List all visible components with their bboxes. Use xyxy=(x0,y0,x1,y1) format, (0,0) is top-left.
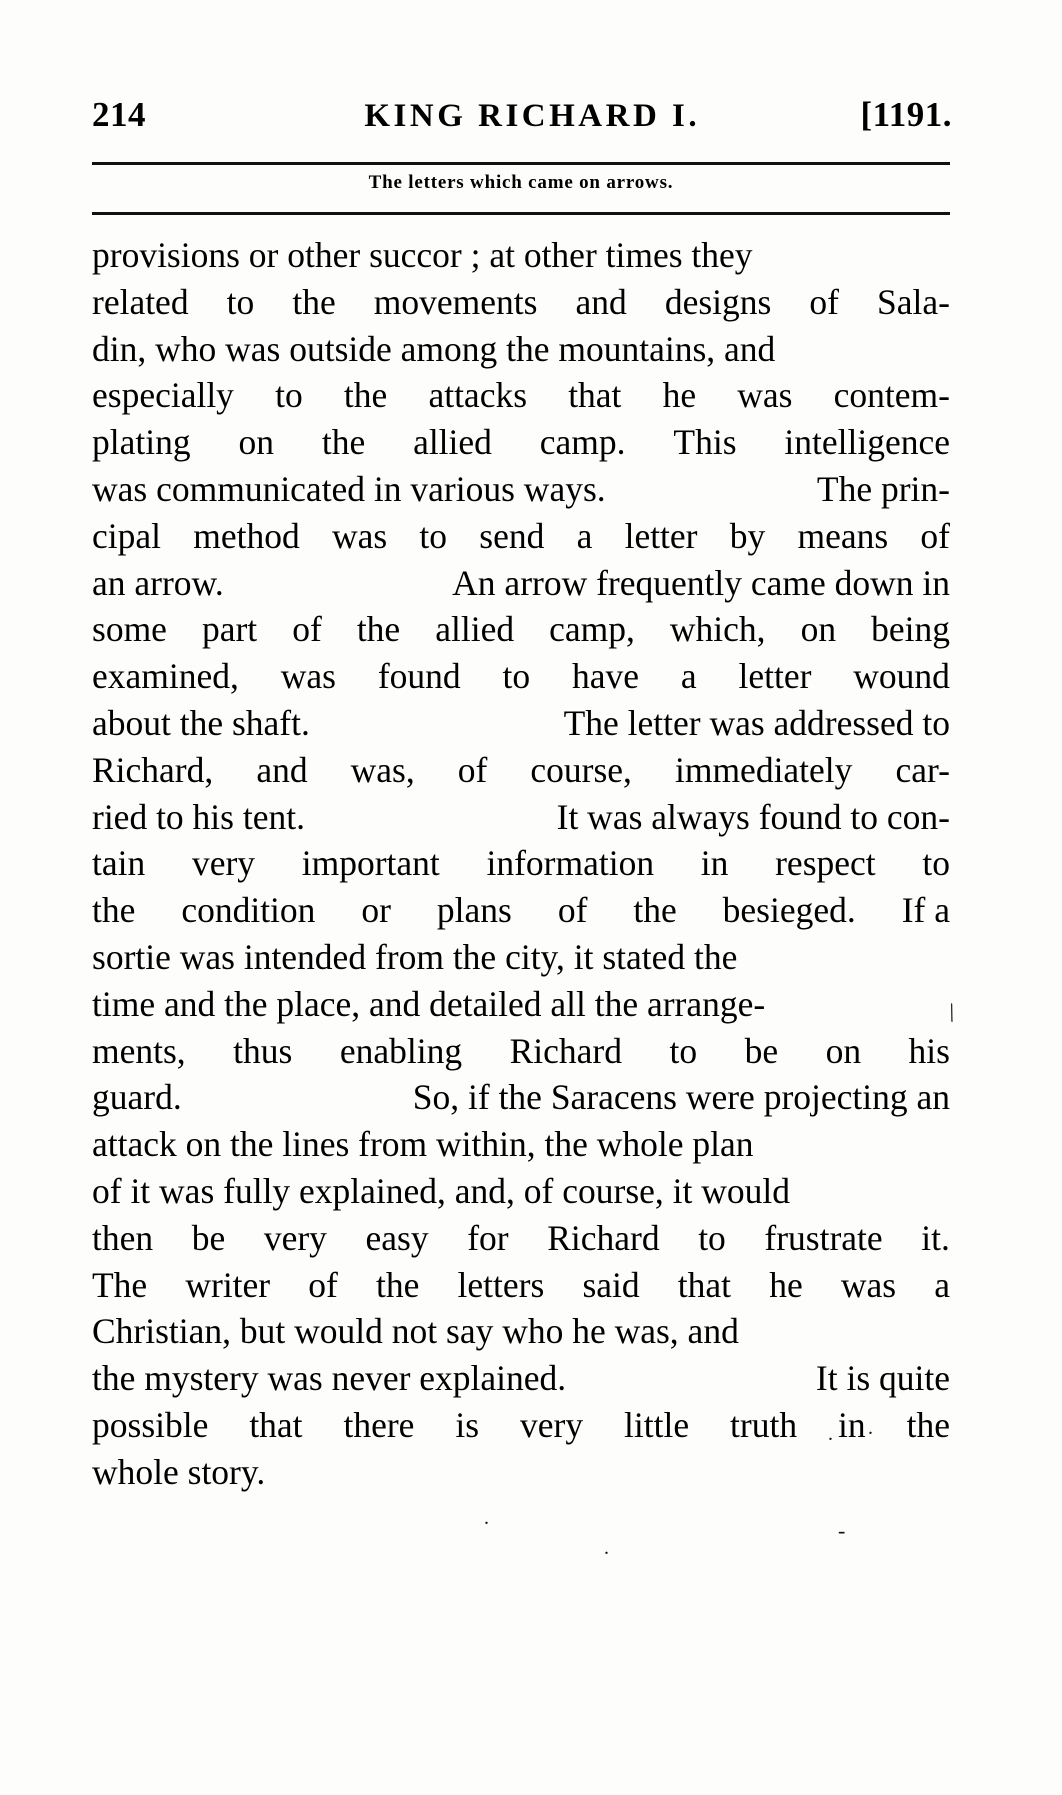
line-segment: the mystery was never explained. xyxy=(92,1358,567,1399)
line-segment: that xyxy=(568,375,622,416)
stray-mark: . xyxy=(868,1417,873,1439)
text-line xyxy=(92,372,950,419)
line-segment: easy xyxy=(365,1217,429,1258)
line-segment: the xyxy=(906,1404,950,1445)
stray-mark: - xyxy=(838,1518,846,1543)
text-line xyxy=(92,981,950,1028)
header-rule-bottom xyxy=(92,212,950,215)
line-segment: of xyxy=(920,515,950,556)
line-segment: The letter was addressed to xyxy=(563,702,950,743)
line-segment: plans xyxy=(436,890,512,931)
header-rule-top xyxy=(92,162,950,165)
stray-mark: . xyxy=(828,1423,833,1445)
line-segment: guard. xyxy=(92,1077,182,1118)
line-segment: writer xyxy=(185,1264,271,1305)
text-line xyxy=(92,1028,950,1075)
text-line xyxy=(92,1168,950,1215)
line-segment: be xyxy=(191,1217,226,1258)
line-segment: Richard xyxy=(547,1217,660,1258)
line-segment: of it was fully explained, and, of course, it would xyxy=(92,1170,791,1211)
body-text xyxy=(92,232,950,1496)
line-segment: then xyxy=(92,1217,154,1258)
text-line xyxy=(92,419,950,466)
line-segment: the xyxy=(292,281,336,322)
line-segment: in xyxy=(838,1404,866,1445)
line-segment: was xyxy=(280,656,336,697)
line-segment: besieged. xyxy=(722,890,856,931)
line-segment: It is quite xyxy=(815,1358,950,1399)
text-line xyxy=(92,1215,950,1262)
line-segment: course, xyxy=(530,749,632,790)
line-segment: said xyxy=(582,1264,640,1305)
line-segment: Sala- xyxy=(877,281,950,322)
line-segment: tain xyxy=(92,843,146,884)
line-segment: Richard, xyxy=(92,749,214,790)
text-line xyxy=(92,1262,950,1309)
page-header xyxy=(92,95,952,135)
line-segment: and xyxy=(256,749,308,790)
section-subhead: The letters which came on arrows. xyxy=(368,172,674,193)
line-segment: a xyxy=(680,656,697,697)
line-segment: to xyxy=(419,515,448,556)
line-segment: respect xyxy=(775,843,876,884)
text-line xyxy=(92,1449,950,1496)
text-line xyxy=(92,326,950,373)
text-line xyxy=(92,1121,950,1168)
line-segment: It was always found to con- xyxy=(556,796,950,837)
line-segment: This xyxy=(673,422,737,463)
line-segment: found xyxy=(377,656,461,697)
line-segment: about the shaft. xyxy=(92,702,310,743)
line-segment: he xyxy=(662,375,697,416)
line-segment: of xyxy=(308,1264,338,1305)
line-segment: So, if the Saracens were projecting an xyxy=(412,1077,950,1118)
line-segment: movements xyxy=(373,281,538,322)
line-segment: was, xyxy=(350,749,415,790)
line-segment: part xyxy=(201,609,258,650)
line-segment: the xyxy=(356,609,401,650)
line-segment: very xyxy=(263,1217,327,1258)
line-segment: a xyxy=(934,1264,950,1305)
text-line xyxy=(92,513,950,560)
line-segment: very xyxy=(191,843,256,884)
line-segment: to xyxy=(698,1217,726,1258)
line-segment: An arrow frequently came down in xyxy=(452,562,950,603)
stray-mark: \ xyxy=(943,997,960,1028)
text-line xyxy=(92,279,950,326)
line-segment: was xyxy=(331,515,388,556)
line-segment: to xyxy=(669,1030,698,1071)
line-segment: that xyxy=(249,1404,303,1445)
text-line xyxy=(92,1074,950,1121)
stray-mark: . xyxy=(604,1537,609,1559)
line-segment: letters xyxy=(457,1264,545,1305)
line-segment: related xyxy=(92,281,189,322)
line-segment: have xyxy=(571,656,639,697)
line-segment: the xyxy=(376,1264,420,1305)
line-segment: there xyxy=(343,1404,415,1445)
line-segment: he xyxy=(769,1264,803,1305)
line-segment: little xyxy=(624,1404,690,1445)
text-line xyxy=(92,840,950,887)
line-segment: allied xyxy=(413,422,492,463)
line-segment: sortie was intended from the city, it stated the xyxy=(92,936,738,977)
line-segment: of xyxy=(457,749,488,790)
line-segment: attacks xyxy=(428,375,528,416)
line-segment: the xyxy=(92,890,136,931)
stray-mark: . xyxy=(484,1507,489,1529)
line-segment: or xyxy=(361,890,391,931)
line-segment: Christian, but would not say who he was, and xyxy=(92,1311,739,1352)
line-segment: to xyxy=(226,281,255,322)
line-segment: the xyxy=(343,375,388,416)
line-segment: allied xyxy=(435,609,515,650)
line-segment: The prin- xyxy=(816,468,950,509)
line-segment: attack on the lines from within, the whole plan xyxy=(92,1124,754,1165)
line-segment: condition xyxy=(181,890,316,931)
line-segment: important xyxy=(301,843,440,884)
line-segment: enabling xyxy=(339,1030,463,1071)
text-line xyxy=(92,700,950,747)
line-segment: plating xyxy=(92,422,191,463)
text-line xyxy=(92,1402,950,1449)
line-segment: frustrate xyxy=(764,1217,883,1258)
running-title: KING RICHARD I. xyxy=(364,98,701,134)
line-segment: contem- xyxy=(833,375,950,416)
line-segment: the xyxy=(633,890,677,931)
line-segment: was xyxy=(840,1264,897,1305)
line-segment: truth xyxy=(730,1404,798,1445)
line-segment: camp, xyxy=(549,609,635,650)
line-segment: his xyxy=(908,1030,950,1071)
page-number: 214 xyxy=(92,95,146,134)
year-marker: [1191. xyxy=(860,95,952,134)
line-segment: in xyxy=(700,843,729,884)
line-segment: camp. xyxy=(539,422,626,463)
line-segment: on xyxy=(800,609,837,650)
line-segment: for xyxy=(467,1217,509,1258)
line-segment: of xyxy=(557,890,588,931)
line-segment: especially xyxy=(92,375,234,416)
line-segment: to xyxy=(502,656,531,697)
line-segment: thus xyxy=(233,1030,293,1071)
text-line xyxy=(92,560,950,607)
line-segment: Richard xyxy=(509,1030,622,1071)
text-line xyxy=(92,747,950,794)
line-segment: to xyxy=(922,843,950,884)
text-line xyxy=(92,1308,950,1355)
line-segment: send xyxy=(479,515,545,556)
line-segment: it. xyxy=(921,1217,950,1258)
line-segment: immediately xyxy=(674,749,853,790)
line-segment: is xyxy=(455,1404,480,1445)
line-segment: a xyxy=(576,515,593,556)
line-segment: which, xyxy=(669,609,766,650)
text-line xyxy=(92,934,950,981)
line-segment: be xyxy=(744,1030,779,1071)
line-segment: din, who was outside among the mountains, and xyxy=(92,328,776,369)
line-segment: whole story. xyxy=(92,1451,266,1492)
line-segment: and xyxy=(575,281,627,322)
line-segment: possible xyxy=(92,1404,209,1445)
line-segment: on xyxy=(825,1030,862,1071)
line-segment: the xyxy=(321,422,366,463)
line-segment: being xyxy=(871,609,950,650)
line-segment: method xyxy=(193,515,300,556)
line-segment: very xyxy=(520,1404,584,1445)
line-segment: designs xyxy=(664,281,772,322)
line-segment: cipal xyxy=(92,515,161,556)
text-line xyxy=(92,887,950,934)
line-segment: ments, xyxy=(92,1030,186,1071)
line-segment: time and the place, and detailed all the arrange- xyxy=(92,983,766,1024)
line-segment: by xyxy=(729,515,766,556)
line-segment: letter xyxy=(738,656,812,697)
line-segment: was xyxy=(737,375,793,416)
line-segment: The xyxy=(92,1264,148,1305)
text-line xyxy=(92,653,950,700)
line-segment: that xyxy=(677,1264,732,1305)
line-segment: letter xyxy=(624,515,698,556)
line-segment: some xyxy=(92,609,167,650)
line-segment: If a xyxy=(901,890,950,931)
text-line xyxy=(92,232,950,279)
line-segment: examined, xyxy=(92,656,239,697)
line-segment: information xyxy=(486,843,655,884)
line-segment: provisions or other succor ; at other times they xyxy=(92,235,753,275)
line-segment: was communicated in various ways. xyxy=(92,468,606,509)
text-line xyxy=(92,606,950,653)
text-line xyxy=(92,466,950,513)
line-segment: to xyxy=(275,375,303,416)
text-line xyxy=(92,794,950,841)
line-segment: car- xyxy=(895,749,950,790)
line-segment: means xyxy=(797,515,889,556)
line-segment: of xyxy=(292,609,322,650)
line-segment: of xyxy=(809,281,839,322)
line-segment: wound xyxy=(853,656,950,697)
text-line xyxy=(92,1355,950,1402)
line-segment: an arrow. xyxy=(92,562,224,603)
line-segment: intelligence xyxy=(784,422,950,463)
line-segment: on xyxy=(238,422,274,463)
line-segment: ried to his tent. xyxy=(92,796,305,837)
